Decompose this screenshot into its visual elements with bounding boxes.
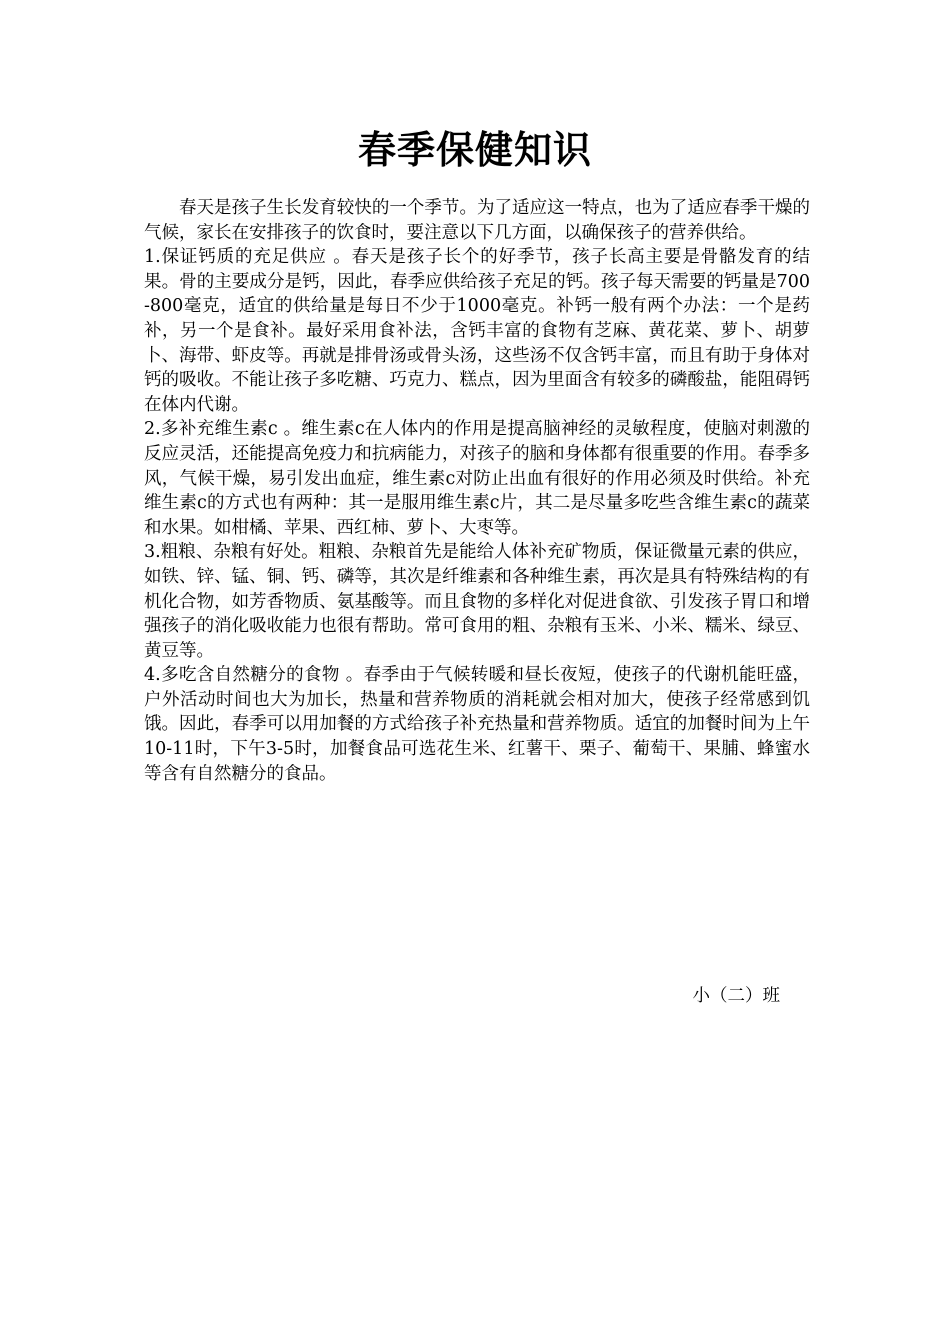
document-title: 春季保健知识 — [357, 127, 592, 172]
section-paragraph-calcium: 1.保证钙质的充足供应 。春天是孩子长个的好季节，孩子长高主要是骨骼发育的结果。骨的主要成分是钙，因此，春季应供给孩子充足的钙。孩子每天需要的钙量是700-800毫克，适宜的供给量是每日不少于1000毫克。补钙一般有两个办法：一个是药补，另一个是食补。最好采用食补法，含钙丰富的食物有芝麻、黄花菜、萝卜、胡萝卜、海带、虾皮等。再就是排骨汤或骨头汤，这些汤不仅含钙丰富，而且有助于身体对钙的吸收。不能让孩子多吃糖、巧克力、糕点，因为里面含有较多的磷酸盐，能阻碍钙在体内代谢。 — [144, 247, 810, 415]
intro-paragraph: 春天是孩子生长发育较快的一个季节。为了适应这一特点，也为了适应春季干燥的气候，家长在安排孩子的饮食时，要注意以下几方面，以确保孩子的营养供给。 — [144, 198, 810, 243]
section-paragraph-natural-sugar: 4.多吃含自然糖分的食物 。春季由于气候转暖和昼长夜短，使孩子的代谢机能旺盛，户外活动时间也大为加长，热量和营养物质的消耗就会相对加大，使孩子经常感到饥饿。因此，春季可以用加餐的方式给孩子补充热量和营养物质。适宜的加餐时间为上午10-11时，下午3-5时，加餐食品可选花生米、红薯干、栗子、葡萄干、果脯、蜂蜜水等含有自然糖分的食品。 — [144, 665, 810, 784]
section-paragraph-coarse-grains: 3.粗粮、杂粮有好处。粗粮、杂粮首先是能给人体补充矿物质，保证微量元素的供应，如铁、锌、锰、铜、钙、磷等，其次是纤维素和各种维生素，再次是具有特殊结构的有机化合物，如芳香物质、氨基酸等。而且食物的多样化对促进食欲、引发孩子胃口和增强孩子的消化吸收能力也很有帮助。常可食用的粗、杂粮有玉米、小米、糯米、绿豆、黄豆等。 — [144, 542, 810, 661]
class-signature: 小（二）班 — [692, 986, 780, 1006]
section-paragraph-vitamin-c: 2.多补充维生素c 。维生素c在人体内的作用是提高脑神经的灵敏程度，使脑对刺激的反应灵活，还能提高免疫力和抗病能力，对孩子的脑和身体都有很重要的作用。春季多风，气候干燥，易引发出血症，维生素c对防止出血有很好的作用必须及时供给。补充维生素c的方式也有两种：其一是服用维生素c片，其二是尽量多吃些含维生素c的蔬菜和水果。如柑橘、苹果、西红柿、萝卜、大枣等。 — [144, 419, 810, 538]
document-body — [144, 196, 810, 786]
